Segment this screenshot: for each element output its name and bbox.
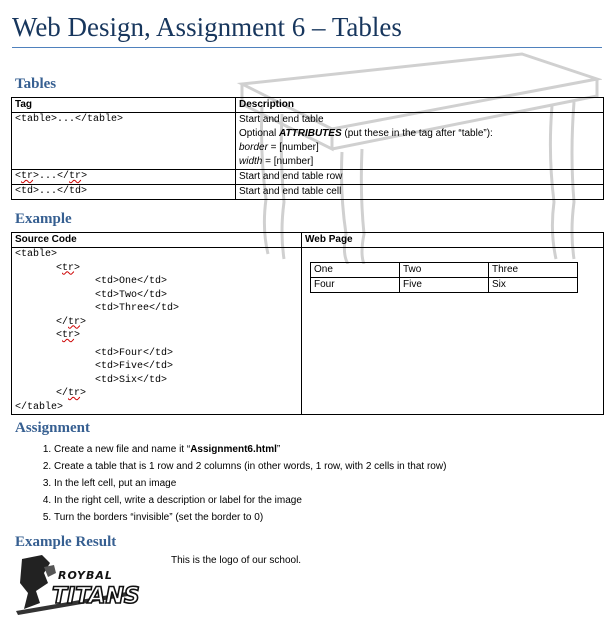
tag-cell xyxy=(12,170,236,185)
text: >...</ xyxy=(33,171,70,182)
text: ” xyxy=(276,444,281,455)
table-cell: Six xyxy=(489,278,578,293)
list-item: 3. In the left cell, put an image xyxy=(54,475,446,492)
table-row xyxy=(12,185,604,200)
code-line: <td>Four</td> xyxy=(95,347,174,359)
header-web-page: Web Page xyxy=(302,233,604,248)
logo-bottom-text: TITANS xyxy=(52,584,140,609)
section-heading-example: Example xyxy=(15,211,72,227)
description-cell xyxy=(236,113,604,170)
code-line xyxy=(15,329,298,343)
result-caption: This is the logo of our school. xyxy=(171,555,302,566)
page-title: Web Design, Assignment 6 – Tables xyxy=(12,12,402,42)
text: < xyxy=(15,171,22,182)
section-heading-assignment: Assignment xyxy=(15,420,91,436)
text: < xyxy=(56,262,63,274)
tag-cell: <table>...</table> xyxy=(12,113,236,170)
rendered-table xyxy=(310,262,578,293)
code-line: <td>Two</td> xyxy=(95,289,168,301)
code-line: </table> xyxy=(15,401,64,413)
assignment-steps xyxy=(24,441,446,526)
code-line: <td>Three</td> xyxy=(95,303,180,314)
table-row xyxy=(311,278,578,293)
attribute-value: = [number] xyxy=(267,142,319,153)
web-page-cell xyxy=(302,248,604,415)
text: </ xyxy=(56,316,69,328)
tag-cell: <td>...</td> xyxy=(12,185,236,200)
text: tr xyxy=(21,171,34,182)
text: > xyxy=(80,388,87,399)
text: tr xyxy=(69,171,82,182)
table-row xyxy=(12,113,604,170)
filename-emphasis: Assignment6.html xyxy=(190,444,277,455)
example-table xyxy=(11,232,604,415)
description-line xyxy=(239,155,600,169)
text: > xyxy=(74,330,81,341)
code-line: <table> xyxy=(15,249,58,260)
text: (put these in the tag after “table”): xyxy=(341,128,493,139)
description-cell: Start and end table row xyxy=(236,170,604,185)
table-row xyxy=(12,248,604,415)
text: tr xyxy=(68,388,81,399)
text: < xyxy=(56,330,63,341)
code-line: <td>Five</td> xyxy=(95,361,174,372)
text: </ xyxy=(56,388,69,399)
table-row xyxy=(12,233,604,248)
code-line: <td>Six</td> xyxy=(95,374,168,386)
table-cell: Five xyxy=(400,278,489,293)
code-line xyxy=(15,387,298,401)
list-item xyxy=(54,441,446,458)
text: tr xyxy=(62,262,75,274)
section-heading-example-result: Example Result xyxy=(15,534,117,550)
table-cell: Three xyxy=(489,263,578,278)
description-line xyxy=(239,141,600,155)
header-tag: Tag xyxy=(12,98,236,113)
table-cell: Four xyxy=(311,278,400,293)
table-row xyxy=(311,263,578,278)
list-item: 4. In the right cell, write a description or label for the image xyxy=(54,492,446,509)
titans-logo-icon xyxy=(14,553,146,615)
text: Optional xyxy=(239,128,280,139)
description-line xyxy=(239,127,600,141)
header-source-code: Source Code xyxy=(12,233,302,248)
table-row xyxy=(12,170,604,185)
attribute-name: border xyxy=(239,142,268,153)
description-cell: Start and end table cell xyxy=(236,185,604,200)
code-line xyxy=(15,316,298,330)
table-cell: Two xyxy=(400,263,489,278)
text: > xyxy=(80,316,87,328)
text: tr xyxy=(62,330,75,341)
code-line xyxy=(15,262,298,276)
table-row xyxy=(12,98,604,113)
header-description: Description xyxy=(236,98,604,113)
description-line: Start and end table xyxy=(239,114,324,125)
list-item: 5. Turn the borders “invisible” (set the border to 0) xyxy=(54,509,446,526)
text: > xyxy=(81,171,88,182)
section-heading-tables: Tables xyxy=(15,76,57,92)
attribute-value: = [number] xyxy=(262,156,314,167)
text: tr xyxy=(68,316,81,328)
text: Create a new file and name it “ xyxy=(54,444,191,455)
table-cell: One xyxy=(311,263,400,278)
code-line: <td>One</td> xyxy=(95,276,168,287)
tags-table xyxy=(11,97,604,200)
logo-top-text: ROYBAL xyxy=(58,569,113,582)
source-code-cell xyxy=(12,248,302,415)
attributes-emphasis: ATTRIBUTES xyxy=(279,128,342,139)
text: > xyxy=(74,262,81,274)
list-item: 2. Create a table that is 1 row and 2 columns (in other words, 1 row, with 2 cells in that row) xyxy=(54,458,446,475)
attribute-name: width xyxy=(239,156,263,167)
